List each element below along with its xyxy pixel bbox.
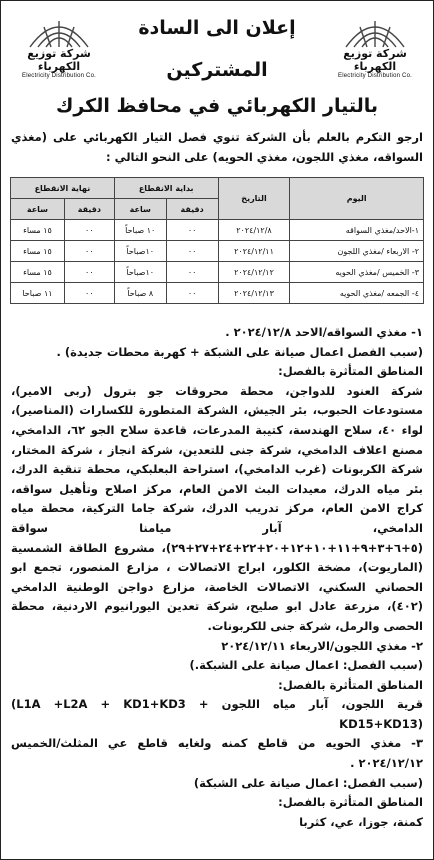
end-header: نهاية الانقطاع (11, 178, 115, 199)
end-hour-cell: ١٥ مساء (11, 262, 65, 283)
announcement-headline: بالتيار الكهربائي في محافظ الكرك (55, 95, 379, 117)
section-2-areas-label: المناطق المتأثرة بالفصل: (278, 677, 423, 692)
end-minute-cell: ٠٠ (64, 220, 114, 241)
start-header: بداية الانقطاع (114, 178, 218, 199)
end-hour-header: ساعة (11, 199, 65, 220)
section-1-areas: شركة العنود للدواجن، محطة محروقات جو بترول (ربى الامير)، مستودعات الحبوب، بئر الجيش، الشركة المتطورة للكسارات (المناصير)، لواء ٤٠، سلاح الهندسة، كتيبة المدرعات، قاعدة سلاح الجو ٦٢، الدامخي، مصنع اعلاف الدامخي، شركة جنى للتعدين، شركة انجاز ، شركة المختار، شركة الكربونات (غرب الدامخي)، استراحة البعلبكي، محطة تنقية الدرك، بئر مياه الدرك، معيدات البث الامن العام، مركز اصلاح وتأهيل سواقه، كراج الامن العام، مركز تدريب الدرك، شركة جاما التركية، محطة مياه الدامخي، آبار ميامنا سواقة (٥+٦+٣+٩+١١+١٠+١٢+٢٠+٢٢+٢٤+٢٧+٢٩)، مشروع الطاقة الشمسية (الماريوت)، مضخة الكلور، ابراج الاتصالات ، مزارع المنصور، تجمع ابو الحصاني السكني، الاتصالات الخاصة، مزارع دواجن الوطنية الدامخي (٤٠٢)، مزرعة عادل ابو صليح، شركة تعدين اليورانيوم الاردنية، محطة الحصى والرمل، شركة جنى للكربونات. (11, 383, 423, 633)
section-3-areas: كمنة، جوزا، عي، كثربا (299, 814, 423, 829)
day-cell: ٣- الخميس /مغذي الحويه (290, 262, 424, 283)
start-minute-cell: ٠٠ (166, 262, 218, 283)
logo-arabic-name: شركة توزيع الكهرباء (27, 47, 91, 73)
table-row (11, 283, 424, 304)
section-2-areas (11, 695, 423, 734)
intro-paragraph: ارجو التكرم بالعلم بأن الشركة تنوي فصل التيار الكهربائي على (مغذي السواقه، مغذي اللجون، مغذي الحويه) على النحو التالي : (11, 130, 423, 164)
announcement-title: إعلان الى السادة (138, 17, 296, 39)
section-1-title: ١- مغذي السواقه/الاحد ٢٠٢٤/١٢/٨ . (225, 325, 423, 339)
section-3-title: ٣- مغذي الحويه من قاطع كمنه ولغايه قاطع عي المثلث/الخميس ٢٠٢٤/١٢/١٢ . (11, 736, 423, 771)
section-3-areas-label: المناطق المتأثرة بالفصل: (278, 795, 423, 810)
start-hour-header: ساعة (114, 199, 166, 220)
start-hour-cell: ١٠صباحاً (114, 241, 166, 262)
logo-english-name: Electricity Distribution Co. (338, 73, 412, 79)
start-hour-cell: ١٠صباحاً (114, 262, 166, 283)
table-row (11, 220, 424, 241)
end-minute-header: دقيقة (64, 199, 114, 220)
section-3-reason: (سبب الفصل: اعمال صيانة على الشبكة) (193, 775, 423, 790)
day-cell: ٤- الجمعه /مغذي الحويه (290, 283, 424, 304)
day-header: اليوم (290, 178, 424, 220)
date-header: التاريخ (218, 178, 290, 220)
date-cell: ٢٠٢٤/١٢/٨ (218, 220, 290, 241)
end-minute-cell: ٠٠ (64, 283, 114, 304)
start-minute-cell: ٠٠ (166, 283, 218, 304)
day-cell: ١-الاحد/مغذي السواقه (290, 220, 424, 241)
section-2-wells-codes: (L1A +L2A + KD1+KD3 + KD15+KD13) (11, 697, 423, 731)
section-1-areas-label: المناطق المتأثرة بالفصل: (278, 364, 423, 379)
end-hour-cell: ١٥ مساء (11, 241, 65, 262)
start-minute-cell: ٠٠ (166, 220, 218, 241)
start-minute-header: دقيقة (166, 199, 218, 220)
announcement-body (11, 323, 423, 832)
start-hour-cell: ٨ صباحاً (114, 283, 166, 304)
section-2-reason: (سبب الفصل: اعمال صيانة على الشبكة.) (189, 658, 423, 673)
date-cell: ٢٠٢٤/١٢/١١ (218, 241, 290, 262)
announcement-subtitle: المشتركين (166, 59, 268, 81)
end-minute-cell: ٠٠ (64, 262, 114, 283)
end-minute-cell: ٠٠ (64, 241, 114, 262)
start-hour-cell: ١٠ صباحاً (114, 220, 166, 241)
table-row (11, 262, 424, 283)
section-2-areas-text: قرية اللجون، آبار مياه اللجون (221, 697, 423, 712)
end-hour-cell: ١١ صباحا (11, 283, 65, 304)
section-2-title: ٢- مغذي اللجون/الاربعاء ٢٠٢٤/١٢/١١ (221, 638, 423, 653)
end-hour-cell: ١٥ مساء (11, 220, 65, 241)
table-header-row (11, 178, 424, 199)
day-cell: ٢- الاربعاء /مغذي اللجون (290, 241, 424, 262)
start-minute-cell: ٠٠ (166, 241, 218, 262)
logo-english-name: Electricity Distribution Co. (22, 73, 96, 79)
table-row (11, 241, 424, 262)
section-1-reason: (سبب الفصل اعمال صيانة على الشبكة + كهربة محطات جديدة) . (56, 344, 423, 359)
outage-schedule-table (10, 177, 424, 304)
date-cell: ٢٠٢٤/١٢/١٢ (218, 262, 290, 283)
logo-arabic-name: شركة توزيع الكهرباء (343, 47, 407, 73)
date-cell: ٢٠٢٤/١٢/١٣ (218, 283, 290, 304)
